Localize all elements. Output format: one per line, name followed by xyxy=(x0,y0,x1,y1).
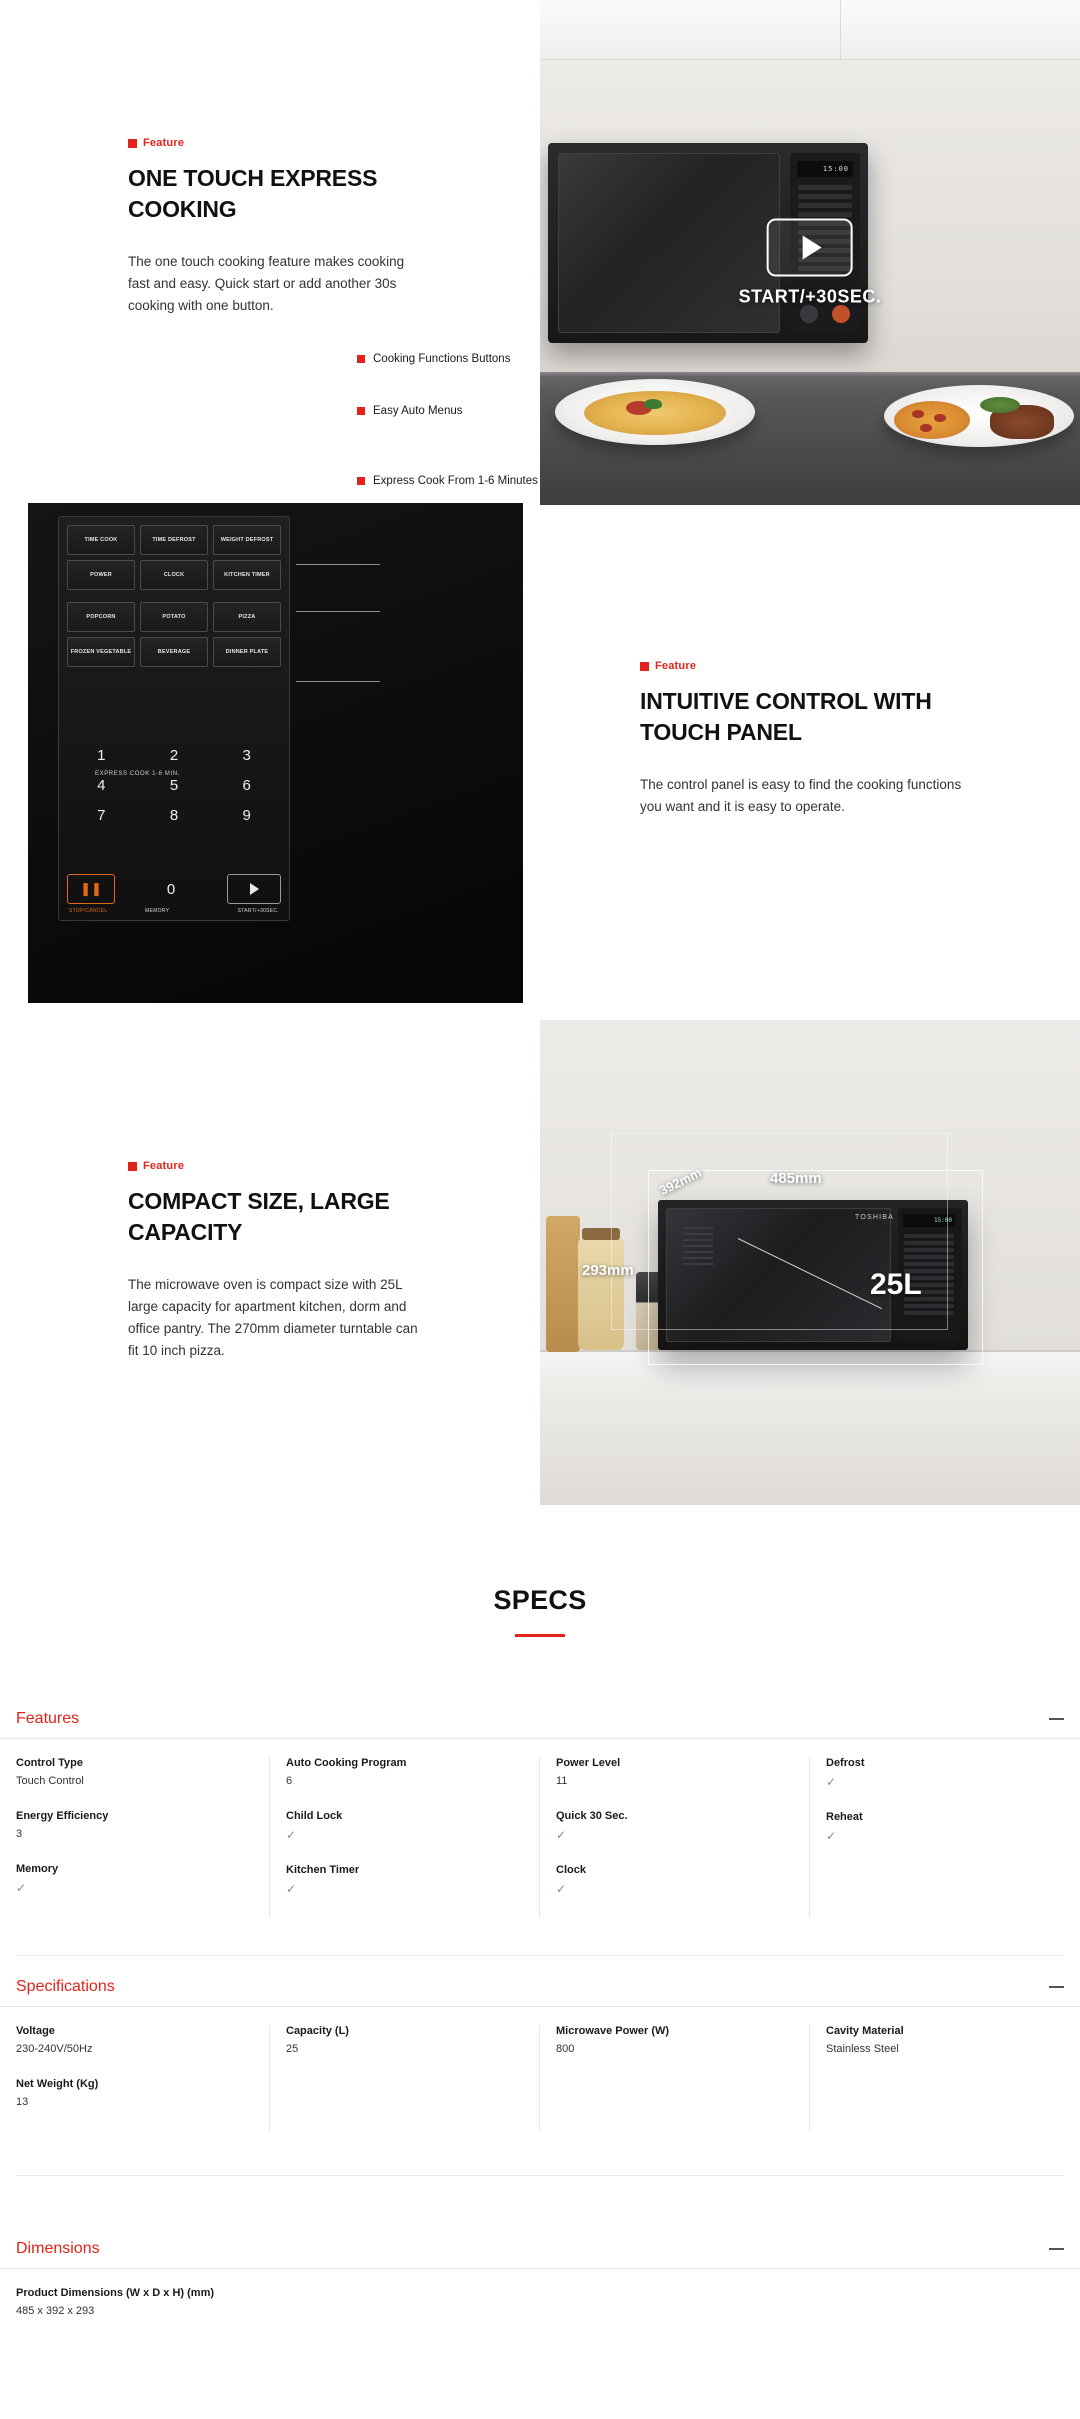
spec-label: Capacity (L) xyxy=(286,2025,349,2037)
spec-value: 6 xyxy=(286,1775,293,1787)
stop-cancel-label: STOP/CANCEL xyxy=(69,908,108,914)
play-icon[interactable] xyxy=(767,218,853,276)
video-play-overlay[interactable] xyxy=(739,218,882,307)
spec-item xyxy=(286,1810,523,1842)
key-3[interactable]: 3 xyxy=(242,746,251,764)
feature-block-express-cooking xyxy=(128,137,428,317)
spec-item xyxy=(556,1757,793,1788)
minus-icon[interactable] xyxy=(1049,2248,1064,2250)
spec-value: 800 xyxy=(556,2043,575,2055)
spec-item xyxy=(556,1864,793,1896)
feature-block-touch-panel xyxy=(640,660,970,818)
video-overlay-label: START/+30SEC. xyxy=(738,286,882,307)
spec-value: 485 x 392 x 293 xyxy=(16,2305,95,2317)
microwave-dial xyxy=(800,305,818,323)
spec-item xyxy=(16,2287,254,2318)
spec-label: Energy Efficiency xyxy=(16,1810,109,1822)
button-power[interactable]: POWER xyxy=(67,560,135,590)
callout-label: Cooking Functions Buttons xyxy=(373,353,511,365)
spec-value: Touch Control xyxy=(16,1775,84,1787)
spec-label: Reheat xyxy=(826,1811,863,1823)
feature-title: INTUITIVE CONTROL WITH TOUCH PANEL xyxy=(640,688,932,746)
spec-grid xyxy=(0,2269,1080,2340)
spec-item xyxy=(16,1810,253,1841)
spec-column xyxy=(0,2287,270,2340)
minus-icon[interactable] xyxy=(1049,1986,1064,1988)
callout-express-cook xyxy=(357,475,538,487)
spec-column xyxy=(270,1757,540,1918)
feature-tag-label: Feature xyxy=(143,1160,185,1172)
accordion-header[interactable] xyxy=(0,1978,1080,2007)
spec-item xyxy=(16,1757,253,1788)
spec-label: Power Level xyxy=(556,1757,621,1769)
spec-value: Stainless Steel xyxy=(826,2043,899,2055)
callout-dot-icon xyxy=(357,355,365,363)
accordion-features xyxy=(0,1710,1080,1918)
accordion-title: Dimensions xyxy=(16,2240,100,2257)
spec-value: 3 xyxy=(16,1828,23,1840)
spec-value: ✓ xyxy=(286,1828,297,1842)
button-clock[interactable]: CLOCK xyxy=(140,560,208,590)
spec-item xyxy=(556,2025,793,2056)
spec-column xyxy=(810,1757,1080,1918)
feature-title: COMPACT SIZE, LARGE CAPACITY xyxy=(128,1188,390,1246)
pizza-food xyxy=(894,401,970,439)
spec-value: ✓ xyxy=(556,1882,567,1896)
spec-item xyxy=(16,1863,253,1895)
pasta-food xyxy=(584,391,726,435)
feature-tag xyxy=(128,1160,428,1172)
accordion-header[interactable] xyxy=(0,2240,1080,2269)
feature-description: The control panel is easy to find the cooking functions you want and it is easy to operate. xyxy=(640,777,962,814)
feature-block-compact-size xyxy=(128,1160,428,1362)
spec-item xyxy=(286,1757,523,1788)
minus-icon[interactable] xyxy=(1049,1718,1064,1720)
callout-leader xyxy=(296,564,380,565)
key-7[interactable]: 7 xyxy=(97,806,106,824)
feature-tag-label: Feature xyxy=(655,660,697,672)
accordion-title: Features xyxy=(16,1710,80,1727)
express-cook-label: EXPRESS COOK 1-6 MIN. xyxy=(95,771,180,777)
feature-description: The one touch cooking feature makes cooking fast and easy. Quick start or add another 30s cooking with one button. xyxy=(128,254,405,313)
spec-label: Voltage xyxy=(16,2025,55,2037)
capacity-label: 25L xyxy=(870,1268,922,1301)
basil-garnish xyxy=(644,399,662,409)
button-potato[interactable]: POTATO xyxy=(140,602,208,632)
key-9[interactable]: 9 xyxy=(242,806,251,824)
spec-item xyxy=(826,1757,1064,1789)
accordion-dimensions xyxy=(0,2240,1080,2340)
key-6[interactable]: 6 xyxy=(242,776,251,794)
dimension-width-label: 485mm xyxy=(770,1170,822,1187)
spec-value: ✓ xyxy=(556,1828,567,1842)
feature-tag xyxy=(640,660,970,672)
spec-value: ✓ xyxy=(16,1881,27,1895)
button-time-defrost[interactable]: TIME DEFROST xyxy=(140,525,208,555)
spec-label: Cavity Material xyxy=(826,2025,904,2037)
spec-label: Product Dimensions (W x D x H) (mm) xyxy=(16,2287,215,2299)
spec-value: 11 xyxy=(556,1775,568,1787)
button-popcorn[interactable]: POPCORN xyxy=(67,602,135,632)
start-label: START/+30SEC. xyxy=(237,908,279,914)
feature-title: ONE TOUCH EXPRESS COOKING xyxy=(128,165,378,223)
section-divider xyxy=(16,2175,1064,2176)
salad-garnish xyxy=(980,397,1020,413)
brand-logo: TOSHIBA xyxy=(854,1214,894,1221)
spec-value: ✓ xyxy=(286,1882,297,1896)
feature-tag-square-icon xyxy=(128,1162,137,1171)
spec-grid xyxy=(0,2007,1080,2131)
button-beverage[interactable]: BEVERAGE xyxy=(140,637,208,667)
key-2[interactable]: 2 xyxy=(169,746,179,764)
memory-key[interactable]: 0 xyxy=(166,880,176,898)
dimensions-photo xyxy=(540,1020,1080,1505)
callout-dot-icon xyxy=(357,407,365,415)
spec-value: 25 xyxy=(286,2043,299,2055)
feature-tag-label: Feature xyxy=(143,137,185,149)
dimension-depth-label: 392mm xyxy=(656,1164,704,1199)
kitchen-cabinet xyxy=(540,0,1080,60)
spec-label: Kitchen Timer xyxy=(286,1864,360,1876)
spec-column xyxy=(540,1757,810,1918)
spec-column xyxy=(0,1757,270,1918)
vent-grille xyxy=(683,1227,713,1271)
pasta-jar xyxy=(578,1238,624,1350)
button-pizza[interactable]: PIZZA xyxy=(213,602,281,632)
callout-leader xyxy=(296,611,380,612)
spec-label: Quick 30 Sec. xyxy=(556,1810,628,1822)
spec-label: Control Type xyxy=(16,1757,84,1769)
cutting-board xyxy=(546,1216,580,1352)
spec-value: ✓ xyxy=(826,1829,837,1843)
dimension-height-label: 293mm xyxy=(582,1262,634,1279)
spec-column xyxy=(810,2025,1080,2131)
spec-item xyxy=(286,2025,523,2056)
spec-item xyxy=(286,1864,523,1896)
spec-label: Child Lock xyxy=(286,1810,343,1822)
feature-tag-square-icon xyxy=(640,662,649,671)
spec-column xyxy=(0,2025,270,2131)
counter-surface xyxy=(540,1350,1080,1505)
spec-label: Memory xyxy=(16,1863,59,1875)
spec-column xyxy=(540,2025,810,2131)
button-weight-defrost[interactable]: WEIGHT DEFROST xyxy=(213,525,281,555)
microwave-display: 15:00 xyxy=(903,1214,955,1227)
spec-item xyxy=(556,1810,793,1842)
callout-label: Express Cook From 1-6 Minutes xyxy=(373,475,538,487)
spec-item xyxy=(826,2025,1064,2056)
callout-label: Easy Auto Menus xyxy=(373,405,463,417)
microwave-stop-button xyxy=(832,305,850,323)
accordion-header[interactable] xyxy=(0,1710,1080,1739)
spec-column xyxy=(270,2025,540,2131)
microwave-door xyxy=(666,1208,891,1342)
specs-heading: SPECS xyxy=(493,1585,587,1615)
key-4[interactable]: 4 xyxy=(97,776,106,794)
spec-label: Clock xyxy=(556,1864,586,1876)
feature-tag xyxy=(128,137,428,149)
memory-label: MEMORY xyxy=(145,908,170,914)
spec-label: Defrost xyxy=(826,1757,865,1769)
key-8[interactable]: 8 xyxy=(169,806,179,824)
spec-grid xyxy=(0,1739,1080,1918)
button-time-cook[interactable]: TIME COOK xyxy=(67,525,135,555)
spec-label: Auto Cooking Program xyxy=(286,1757,407,1769)
button-dinner-plate[interactable]: DINNER PLATE xyxy=(213,637,281,667)
feature-tag-square-icon xyxy=(128,139,137,148)
callout-layer xyxy=(28,503,523,1003)
spec-value: 13 xyxy=(16,2096,29,2108)
spec-item xyxy=(16,2078,253,2109)
feature-description: The microwave oven is compact size with 25L large capacity for apartment kitchen, dorm and office pantry. The 270mm diameter turntable can fit 10 inch pizza. xyxy=(128,1277,418,1358)
callout-leader xyxy=(296,681,380,682)
stop-cancel-button[interactable]: ❚❚ xyxy=(67,874,115,904)
key-5[interactable]: 5 xyxy=(169,776,179,794)
spec-item xyxy=(826,1811,1064,1843)
spec-label: Net Weight (Kg) xyxy=(16,2078,99,2090)
callout-dot-icon xyxy=(357,477,365,485)
accordion-specifications xyxy=(0,1978,1080,2131)
button-kitchen-timer[interactable]: KITCHEN TIMER xyxy=(213,560,281,590)
feature-video-thumbnail[interactable] xyxy=(540,0,1080,505)
spec-label: Microwave Power (W) xyxy=(556,2025,670,2037)
key-1[interactable]: 1 xyxy=(97,746,106,764)
specs-heading-rule xyxy=(515,1634,565,1637)
spec-item xyxy=(16,2025,253,2056)
section-divider xyxy=(16,1955,1064,1956)
callout-auto-menus xyxy=(357,405,463,417)
spec-value: ✓ xyxy=(826,1775,837,1789)
control-panel-photo xyxy=(28,503,523,1003)
microwave-display: 15:00 xyxy=(797,161,853,177)
callout-cooking-functions xyxy=(357,353,510,365)
accordion-title: Specifications xyxy=(16,1978,115,1995)
spec-value: 230-240V/50Hz xyxy=(16,2043,93,2055)
button-frozen-vegetable[interactable]: FROZEN VEGETABLE xyxy=(67,637,135,667)
